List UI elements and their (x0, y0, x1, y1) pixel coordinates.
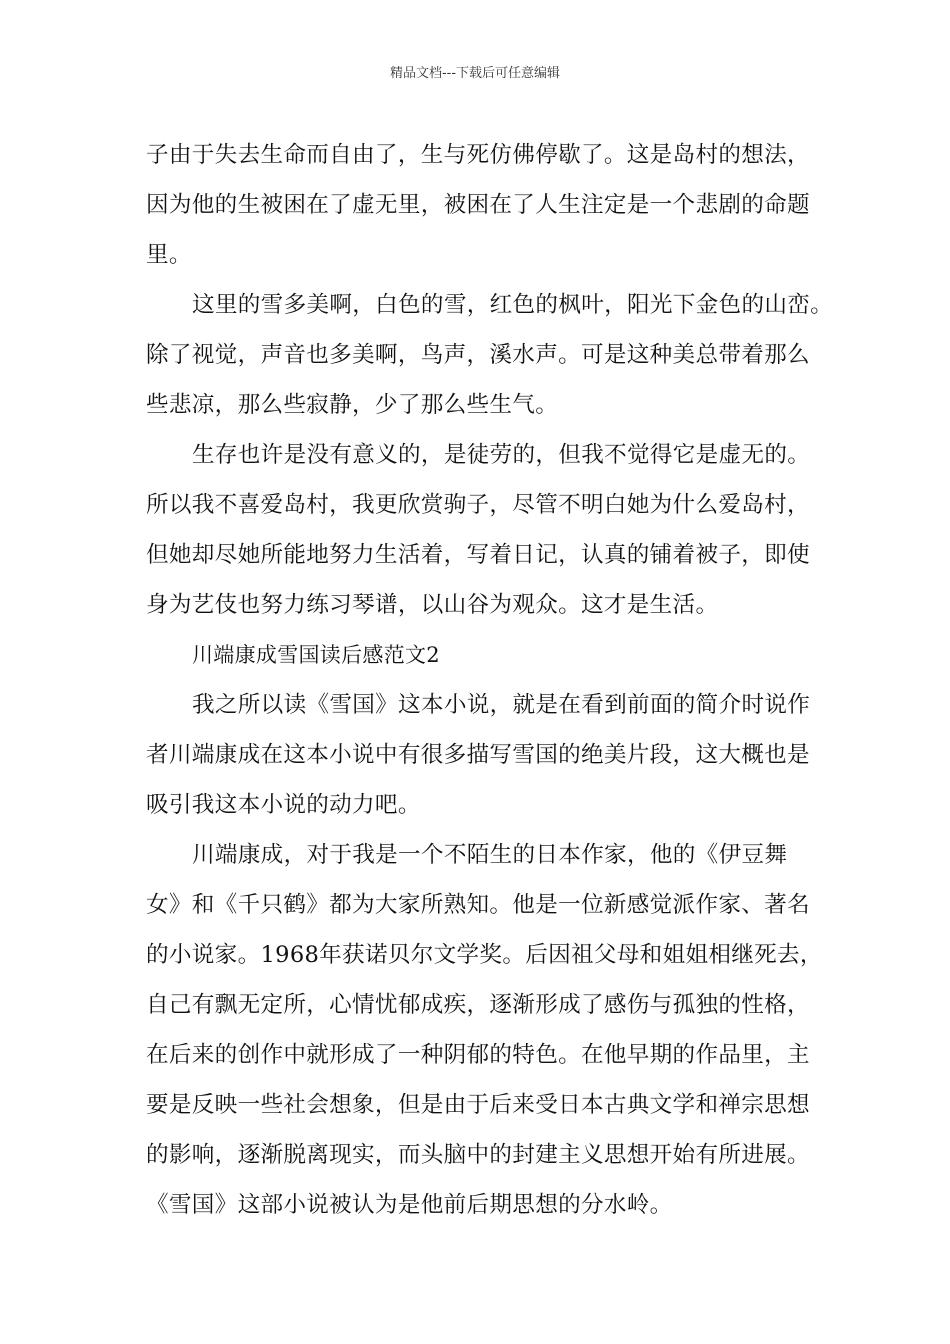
text-line: 除了视觉，声音也多美啊，鸟声，溪水声。可是这种美总带着那么 (146, 342, 810, 368)
paragraph-start-line: 我之所以读《雪国》这本小说，就是在看到前面的简介时说作 (192, 692, 811, 718)
text-line: 女》和《千只鹤》都为大家所熟知。他是一位新感觉派作家、著名 (146, 892, 810, 918)
text-line: 在后来的创作中就形成了一种阴郁的特色。在他早期的作品里，主 (146, 1042, 810, 1068)
text-line: 的小说家。1968年获诺贝尔文学奖。后因祖父母和姐姐相继死去， (146, 942, 823, 968)
text-line: 因为他的生被困在了虚无里，被困在了人生注定是一个悲剧的命题 (146, 192, 810, 218)
text-line: 自己有飘无定所，心情忧郁成疾，逐渐形成了感伤与孤独的性格， (146, 992, 810, 1018)
text-line: 子由于失去生命而自由了，生与死仿佛停歇了。这是岛村的想法， (146, 142, 810, 168)
section-heading: 川端康成雪国读后感范文2 (192, 643, 440, 667)
text-line: 吸引我这本小说的动力吧。 (146, 792, 421, 818)
page-header: 精品文档---下载后可任意编辑 (389, 66, 561, 81)
text-line: 里。 (146, 242, 192, 268)
text-line: 要是反映一些社会想象，但是由于后来受日本古典文学和禅宗思想 (146, 1092, 810, 1118)
paragraph-start-line: 这里的雪多美啊，白色的雪，红色的枫叶，阳光下金色的山峦。 (192, 292, 834, 318)
text-line: 身为艺伎也努力练习琴谱，以山谷为观众。这才是生活。 (146, 592, 719, 618)
text-line: 所以我不喜爱岛村，我更欣赏驹子，尽管不明白她为什么爱岛村， (146, 492, 810, 518)
text-line: 《雪国》这部小说被认为是他前后期思想的分水岭。 (146, 1192, 673, 1218)
paragraph-start-line: 生存也许是没有意义的，是徒劳的，但我不觉得它是虚无的。 (192, 442, 811, 468)
text-line: 但她却尽她所能地努力生活着，写着日记，认真的铺着被子，即使 (146, 542, 810, 568)
text-line: 的影响，逐渐脱离现实，而头脑中的封建主义思想开始有所进展。 (146, 1142, 810, 1168)
paragraph-start-line: 川端康成，对于我是一个不陌生的日本作家，他的《伊豆舞 (192, 842, 788, 868)
article-body (146, 130, 834, 1230)
text-line: 者川端康成在这本小说中有很多描写雪国的绝美片段，这大概也是 (146, 742, 810, 768)
text-line: 些悲凉，那么些寂静，少了那么些生气。 (146, 392, 559, 418)
